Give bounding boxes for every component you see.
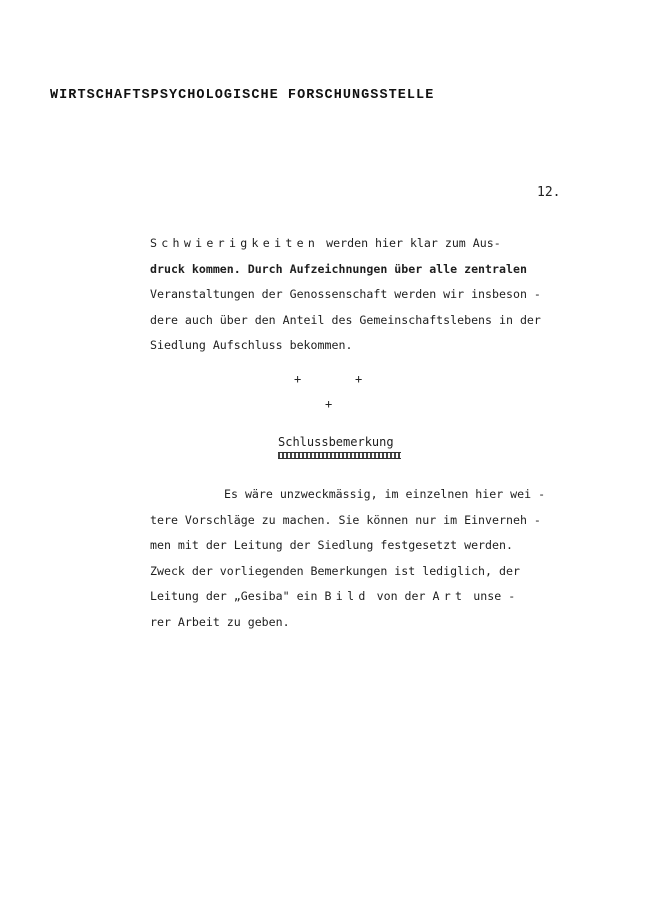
paragraph-2 xyxy=(150,482,590,635)
paragraph-1-line-3: Veranstaltungen der Genossenschaft werden wir insbeson - xyxy=(150,287,541,301)
paragraph-2-line-4: Zweck der vorliegenden Bemerkungen ist lediglich, der xyxy=(150,563,520,578)
paragraph-2-line-5 xyxy=(150,584,590,610)
paragraph-1-line-2: druck kommen. Durch Aufzeichnungen über alle zentralen xyxy=(150,261,527,276)
emphasized-word: Art xyxy=(432,589,467,603)
heading-underline xyxy=(278,452,401,459)
paragraph-2-line-1: Es wäre unzweckmässig, im einzelnen hier wei - xyxy=(224,487,546,501)
paragraph-1-line-4: dere auch über den Anteil des Gemeinschaftslebens in der xyxy=(150,312,541,327)
paragraph-2-line-2: tere Vorschläge zu machen. Sie können nur im Einverneh - xyxy=(150,512,541,527)
page-number: 12. xyxy=(537,185,561,200)
line-text: werden hier klar zum Aus- xyxy=(319,236,501,250)
separator-mark: + xyxy=(355,372,363,386)
paragraph-1-line-1 xyxy=(150,231,590,257)
paragraph-1 xyxy=(150,231,590,359)
paragraph-2-line-6: rer Arbeit zu geben. xyxy=(150,614,290,629)
separator-mark: + xyxy=(294,372,302,386)
emphasized-word: Bild xyxy=(324,589,370,603)
emphasized-word: Schwierigkeiten xyxy=(150,236,320,250)
paragraph-1-line-5: Siedlung Aufschluss bekommen. xyxy=(150,338,353,352)
section-heading: Schlussbemerkung xyxy=(278,435,394,449)
paragraph-2-line-3: men mit der Leitung der Siedlung festgesetzt werden. xyxy=(150,538,513,552)
line-text: Leitung der „Gesiba" ein xyxy=(150,589,325,603)
line-text: von der xyxy=(369,589,433,603)
separator-mark: + xyxy=(325,397,333,411)
letterhead-title: WIRTSCHAFTSPSYCHOLOGISCHE FORSCHUNGSSTELLE xyxy=(50,88,435,103)
line-text: unse - xyxy=(466,589,516,603)
